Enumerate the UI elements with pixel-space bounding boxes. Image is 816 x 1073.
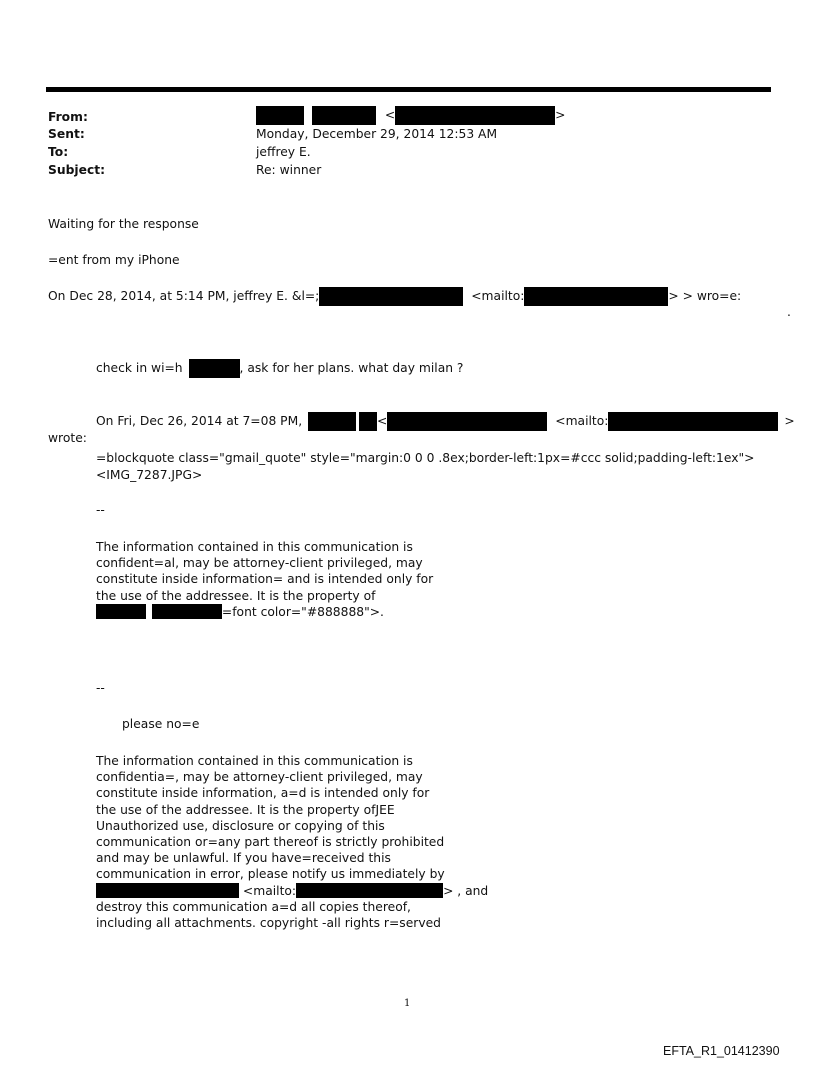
redaction-box	[256, 106, 304, 125]
redaction-box	[189, 359, 240, 378]
from-gt: >	[555, 108, 566, 122]
redaction-box	[96, 883, 239, 898]
disclaimer-2	[96, 753, 489, 931]
disclaimer-1-line: confident=al, may be attorney-client privileged, may	[96, 556, 423, 571]
redaction-box	[319, 287, 463, 306]
document-id: EFTA_R1_01412390	[663, 1044, 780, 1058]
redaction-box	[96, 604, 146, 619]
disclaimer-2-line: including all attachments. copyright -all rights r=served	[96, 916, 441, 931]
disclaimer-2-mailto-line	[96, 883, 489, 899]
quote-header-fri	[96, 414, 795, 431]
disclaimer-1-line: constitute inside information= and is intended only for	[96, 572, 434, 587]
disclaimer-2-line: constitute inside information, a=d is intended only for	[96, 786, 430, 801]
check-in-suffix: , ask for her plans. what day milan ?	[239, 361, 464, 375]
disclaimer-1-suffix: =font color="#888888">.	[221, 604, 384, 619]
disclaimer-2-line: and may be unlawful. If you have=received this	[96, 851, 391, 866]
mailto-open-2: <mailto:	[555, 414, 609, 428]
disclaimer-1-line: The information contained in this communication is	[96, 540, 413, 554]
sent-label: Sent:	[48, 127, 85, 141]
separator-dashes-2: --	[96, 681, 105, 695]
disclaimer-1-line: the use of the addressee. It is the property of	[96, 588, 376, 603]
redaction-box	[308, 412, 356, 431]
disclaimer-2-line: Unauthorized use, disclosure or copying of this	[96, 818, 385, 833]
to-value: jeffrey E.	[256, 145, 311, 159]
stray-dot: .	[787, 305, 791, 319]
disclaimer-2-line: communication or=any part thereof is strictly prohibited	[96, 835, 445, 850]
redaction-box	[387, 412, 547, 431]
please-note-line: please no=e	[122, 717, 200, 731]
disclaimer-2-line: confidentia=, may be attorney-client privileged, may	[96, 770, 423, 785]
blockquote-line: =blockquote class="gmail_quote" style="margin:0 0 0 .8ex;border-left:1px=#ccc solid;padding-left:1ex">	[96, 451, 755, 465]
disclaimer-2-line: the use of the addressee. It is the property ofJEE	[96, 802, 395, 817]
redaction-box	[359, 412, 377, 431]
sent-value: Monday, December 29, 2014 12:53 AM	[256, 127, 498, 141]
image-attachment-line: <IMG_7287.JPG>	[96, 468, 203, 482]
disclaimer-1	[96, 539, 436, 620]
separator-dashes-1: --	[96, 503, 105, 517]
quote-header-fri-lt: <	[377, 414, 388, 428]
disclaimer-2-mailto: <mailto:	[242, 883, 297, 898]
header-rule	[46, 87, 771, 92]
quote-header-dec28	[48, 289, 741, 306]
redaction-box	[296, 883, 443, 898]
redaction-box	[152, 604, 222, 619]
quote-header-dec28-suffix: > > wro=e:	[668, 289, 742, 303]
from-label: From:	[48, 110, 88, 124]
from-lt: <	[384, 108, 396, 122]
wrote-line: wrote:	[48, 431, 87, 445]
disclaimer-2-line: communication in error, please notify us immediately by	[96, 867, 445, 882]
page-number: 1	[404, 998, 411, 1009]
disclaimer-2-mailto-suffix: > , and	[443, 883, 489, 898]
disclaimer-2-line: destroy this communication a=d all copies thereof,	[96, 899, 411, 914]
check-in-prefix: check in wi=h	[96, 361, 183, 375]
mailto-open: <mailto:	[471, 289, 525, 303]
to-label: To:	[48, 145, 69, 159]
quote-header-fri-gt: >	[784, 414, 795, 428]
redaction-box	[524, 287, 668, 306]
body-line-waiting: Waiting for the response	[48, 217, 199, 231]
redaction-box	[312, 106, 376, 125]
quote-header-dec28-prefix: On Dec 28, 2014, at 5:14 PM, jeffrey E. &l=;	[48, 289, 320, 303]
disclaimer-1-line	[96, 604, 436, 620]
body-line-sent-from: =ent from my iPhone	[48, 253, 180, 267]
redaction-box	[608, 412, 778, 431]
from-value	[256, 108, 565, 125]
subject-label: Subject:	[48, 163, 106, 177]
quote-header-fri-prefix: On Fri, Dec 26, 2014 at 7=08 PM,	[96, 414, 303, 428]
check-in-line	[96, 361, 463, 378]
redaction-box	[395, 106, 555, 125]
disclaimer-2-line: The information contained in this communication is	[96, 754, 413, 768]
subject-value: Re: winner	[256, 163, 322, 177]
